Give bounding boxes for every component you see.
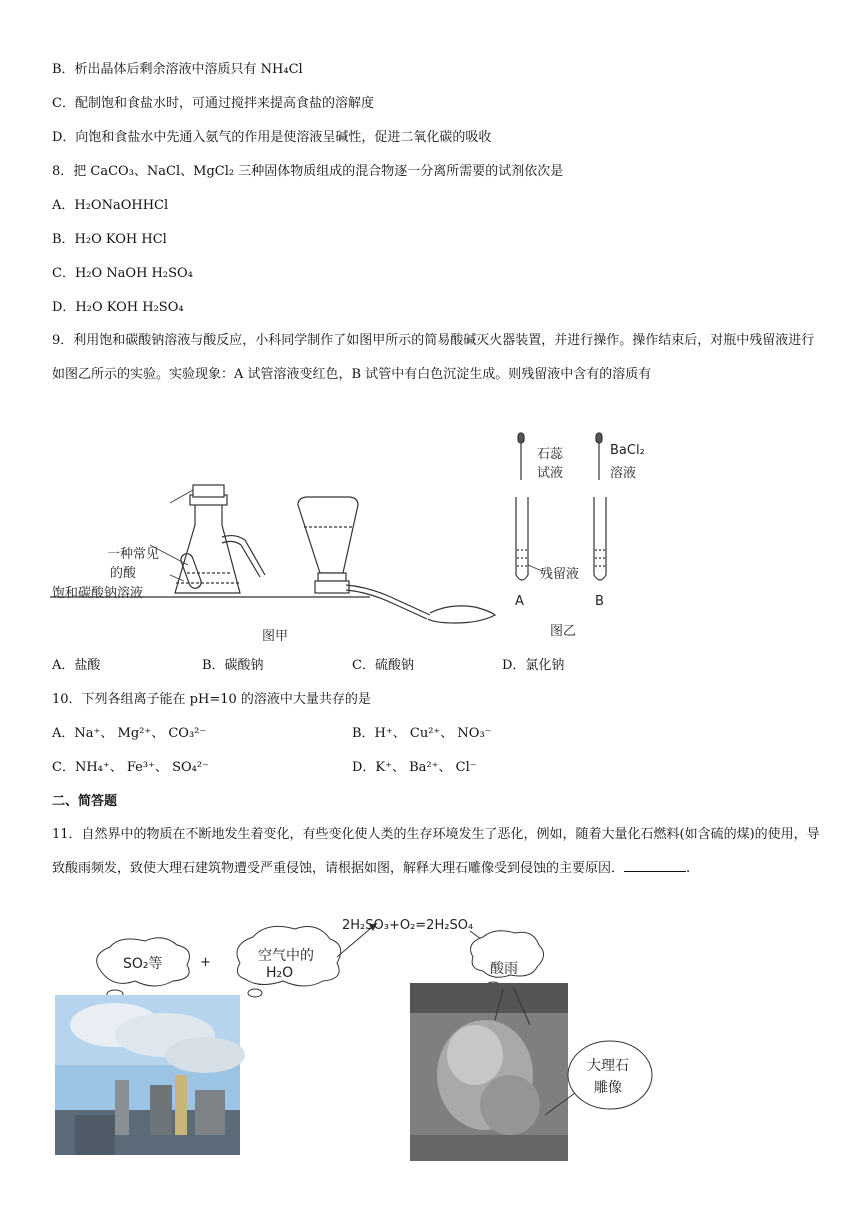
tube-b-label: B [595,594,604,609]
section-title-short-answer: 二、简答题 [52,794,118,809]
label-residue: 残留液 [540,567,580,582]
q10-option-b: B．H⁺、 Cu²⁺、 NO₃⁻ [352,726,492,741]
label-litmus-line2: 试液 [537,466,564,481]
q8-option-a: A．H₂ONaOHHCl [52,198,169,213]
label-acid-rain: 酸雨 [490,961,518,977]
q10-stem: 10．下列各组离子能在 pH=10 的溶液中大量共存的是 [52,692,371,707]
q8-option-d: D．H₂O KOH H₂SO₄ [52,300,184,315]
q9-stem: 9．利用饱和碳酸钠溶液与酸反应，小科同学制作了如图甲所示的简易酸碱灭火器装置，并进行操作。操作结束后，对瓶中残留液进行如图乙所示的实验。实验现象：A 试管溶液变红色，B 试管中有白色沉淀生成。则残留液中含有的溶质有 [52,333,815,382]
q7-option-d: D．向饱和食盐水中先通入氨气的作用是使溶液呈碱性，促进二氧化碳的吸收 [52,130,492,145]
acid-rain-figure [55,915,775,1163]
q9-option-a: A．盐酸 [52,658,101,673]
q7-option-b: B．析出晶体后剩余溶液中溶质只有 NH₄Cl [52,62,303,77]
q7-option-c: C．配制饱和食盐水时，可通过搅拌来提高食盐的溶解度 [52,96,374,111]
label-air-water-line1: 空气中的 [258,948,314,964]
q9-option-c: C．硫酸钠 [352,658,414,673]
q10-option-c: C．NH₄⁺、 Fe³⁺、 SO₄²⁻ [52,760,209,775]
label-litmus-line1: 石蕊 [537,447,564,462]
label-acid-line1: 一种常见 [107,547,160,562]
q10-option-a: A．Na⁺、 Mg²⁺、 CO₃²⁻ [52,726,207,741]
test-tube-b [594,433,606,580]
q8-option-b: B．H₂O KOH HCl [52,232,167,247]
q11-stem: 11．自然界中的物质在不断地发生着变化，有些变化使人类的生存环境发生了恶化，例如，随着大量化石燃料(如含硫的煤)的使用，导致酸雨频发，致使大理石建筑物遭受严重侵蚀，请根据如图，解释大理石雕像受到侵蚀的主要原因． . [52,827,820,876]
label-acid-line2: 的酸 [110,566,137,581]
reaction-equation: 2H₂SO₃+O₂=2H₂SO₄ [342,918,474,933]
answer-blank [624,857,686,872]
inverted-extinguisher [298,497,495,623]
label-marble-line2: 雕像 [594,1080,622,1096]
label-plus: + [200,955,211,970]
q10-option-d: D．K⁺、 Ba²⁺、 Cl⁻ [352,760,477,775]
label-so2: SO₂等 [123,956,163,972]
factory-photo [55,995,245,1155]
test-tube-a [516,433,528,580]
q8-option-c: C．H₂O NaOH H₂SO₄ [52,266,193,281]
tube-a-label: A [515,594,524,609]
label-bacl2-line1: BaCl₂ [610,443,645,458]
q8-stem: 8．把 CaCO₃、NaCl、MgCl₂ 三种固体物质组成的混合物逐一分离所需要的试剂依次是 [52,164,564,179]
caption-figure-yi: 图乙 [550,624,577,639]
label-marble-line1: 大理石 [587,1058,629,1074]
marble-callout [568,1041,652,1109]
q9-option-d: D．氯化钠 [502,658,565,673]
q9-option-b: B．碳酸钠 [202,658,264,673]
label-air-water-line2: H₂O [266,965,294,981]
caption-figure-jia: 图甲 [262,629,289,644]
conical-flask [175,485,265,593]
label-sodium-carbonate: 饱和碳酸钠溶液 [52,586,144,601]
label-bacl2-line2: 溶液 [610,466,637,481]
marble-statue-photo [410,983,568,1161]
